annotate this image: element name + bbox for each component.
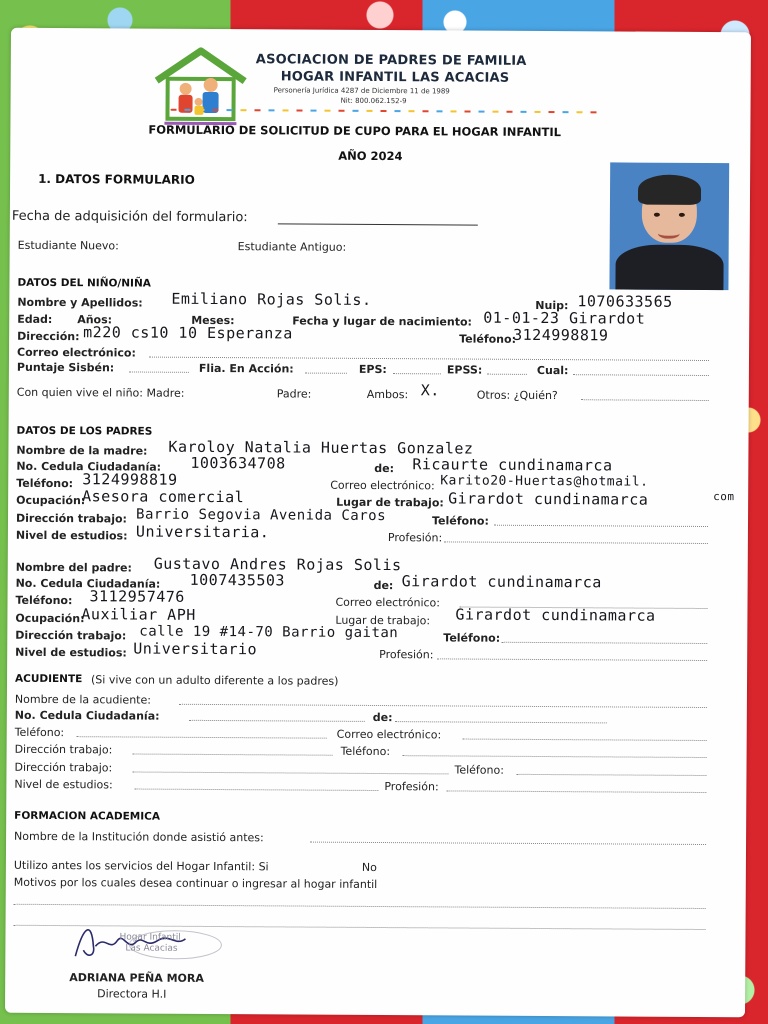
padre-cedula-value[interactable]: 1007435503: [189, 570, 286, 590]
madre-lugar-value[interactable]: Girardot cundinamarca: [448, 489, 649, 509]
nino-nombre-value[interactable]: Emiliano Rojas Solis.: [171, 289, 372, 309]
acudiente-dir2-label: Dirección trabajo:: [14, 760, 113, 775]
form-year: AÑO 2024: [338, 148, 403, 164]
epss-label: EPSS:: [446, 363, 483, 377]
acudiente-tel3-field[interactable]: [516, 774, 706, 776]
direccion-label: Dirección:: [17, 329, 80, 344]
anos-label: Años:: [77, 313, 113, 327]
stamp-line2: Las Acacias: [125, 943, 178, 954]
madre-cedula-label: No. Cedula Ciudadanía:: [16, 459, 162, 474]
madre-nombre-value[interactable]: Karoloy Natalia Huertas Gonzalez: [168, 437, 474, 458]
sisben-field[interactable]: [129, 371, 189, 372]
nino-telefono-label: Teléfono:: [459, 332, 517, 346]
padre-telefono-value[interactable]: 3112957476: [89, 587, 185, 606]
acudiente-correo-field[interactable]: [463, 739, 707, 741]
acudiente-nombre-field[interactable]: [179, 704, 707, 708]
signer-name: ADRIANA PEÑA MORA: [69, 971, 204, 985]
acudiente-tel2-label: Teléfono:: [340, 744, 391, 759]
estudiante-antiguo-label: Estudiante Antiguo:: [237, 240, 347, 254]
padre-nivel-value[interactable]: Universitario: [133, 639, 258, 659]
vive-con-label: Con quien vive el niño: Madre:: [16, 385, 185, 400]
vive-ambos-label: Ambos:: [366, 387, 409, 402]
padre-tel-trabajo-field[interactable]: [501, 642, 707, 644]
meses-label: Meses:: [191, 313, 235, 328]
acudiente-nombre-label: Nombre de la acudiente:: [14, 692, 152, 707]
vive-ambos-value[interactable]: X.: [420, 381, 440, 400]
eps-field[interactable]: [393, 373, 441, 374]
acudiente-telefono-label: Teléfono:: [14, 725, 65, 740]
flia-accion-label: Flia. En Acción:: [198, 361, 294, 376]
nuip-label: Nuip:: [535, 298, 569, 313]
acudiente-dir1-field[interactable]: [133, 754, 333, 756]
sisben-label: Puntaje Sisbén:: [16, 360, 115, 375]
cual-label: Cual:: [536, 363, 569, 378]
nuip-value[interactable]: 1070633565: [577, 292, 673, 311]
padre-profesion-field[interactable]: [437, 658, 707, 661]
institucion-field[interactable]: [310, 842, 706, 845]
section-acudiente: ACUDIENTE: [15, 672, 83, 686]
motivos-field-1[interactable]: [14, 904, 706, 909]
acudiente-profesion-label: Profesión:: [384, 780, 439, 794]
acudiente-telefono-field[interactable]: [77, 736, 327, 739]
madre-dir-trabajo-label: Dirección trabajo:: [15, 511, 128, 526]
estudiante-nuevo-label: Estudiante Nuevo:: [17, 238, 119, 253]
nino-correo-field[interactable]: [149, 357, 709, 361]
acudiente-tel2-field[interactable]: [403, 755, 707, 758]
nino-correo-label: Correo electrónico:: [16, 345, 136, 360]
padre-correo-label: Correo electrónico:: [335, 595, 441, 610]
edad-label: Edad:: [17, 312, 53, 327]
padre-lugar-value[interactable]: Girardot cundinamarca: [455, 605, 656, 625]
section-formacion-academica: FORMACION ACADEMICA: [14, 809, 161, 823]
section-datos-nino: DATOS DEL NIÑO/NIÑA: [17, 276, 151, 290]
fecha-adquisicion-field[interactable]: [278, 223, 478, 225]
child-photo: [609, 162, 729, 290]
padre-de-value[interactable]: Girardot cundinamarca: [401, 572, 602, 592]
form-sheet: [5, 28, 751, 1018]
signer-role: Directora H.I: [97, 987, 167, 1001]
utilizo-no-label: No: [361, 860, 377, 874]
madre-telefono-label: Teléfono:: [16, 476, 74, 491]
madre-correo-value[interactable]: Karito20-Huertas@hotmail.: [440, 473, 649, 490]
acudiente-nivel-field[interactable]: [134, 789, 378, 791]
madre-nivel-label: Nivel de estudios:: [15, 528, 128, 543]
madre-tel-trabajo-label: Teléfono:: [431, 514, 489, 528]
madre-ocupacion-label: Ocupación:: [16, 493, 86, 508]
padre-ocupacion-value[interactable]: Auxiliar APH: [81, 605, 196, 624]
org-name-line2: HOGAR INFANTIL LAS ACACIAS: [280, 69, 510, 86]
padre-nombre-value[interactable]: Gustavo Andres Rojas Solis: [153, 554, 402, 575]
flia-accion-field[interactable]: [305, 373, 347, 374]
acudiente-dir1-label: Dirección trabajo:: [14, 742, 113, 757]
stamp-line1: Hogar Infantil: [119, 932, 181, 943]
padre-dir-trabajo-value[interactable]: calle 19 #14-70 Barrio gaitan: [139, 623, 399, 642]
direccion-value[interactable]: m220 cs10 10 Esperanza: [83, 323, 293, 343]
house-family-logo-icon: [150, 47, 250, 130]
epss-field[interactable]: [487, 374, 527, 375]
vive-otros-label: Otros: ¿Quién?: [476, 388, 558, 403]
acudiente-profesion-field[interactable]: [446, 790, 706, 793]
nino-telefono-value[interactable]: 3124998819: [513, 325, 609, 345]
padre-nivel-label: Nivel de estudios:: [15, 645, 127, 660]
padre-de-label: de:: [373, 578, 394, 593]
cual-field[interactable]: [573, 374, 709, 376]
madre-de-value[interactable]: Ricaurte cundinamarca: [412, 455, 613, 475]
madre-correo-value-cont: com: [713, 490, 735, 504]
madre-telefono-value[interactable]: 3124998819: [82, 470, 178, 489]
madre-correo-label: Correo electrónico:: [330, 478, 435, 493]
acudiente-tel3-label: Teléfono:: [454, 763, 504, 777]
madre-nivel-value[interactable]: Universitaria.: [135, 522, 270, 542]
acudiente-dir2-field[interactable]: [132, 772, 448, 775]
acudiente-cedula-field[interactable]: [189, 720, 365, 722]
acudiente-note: (Si vive con un adulto diferente a los padres): [90, 673, 339, 688]
madre-cedula-value[interactable]: 1003634708: [190, 453, 286, 473]
utilizo-servicios-label: Utilizo antes los servicios del Hogar Infantil: Si: [13, 858, 269, 874]
madre-tel-trabajo-field[interactable]: [494, 525, 708, 527]
motivos-label: Motivos por los cuales desea continuar o ingresar al hogar infantil: [13, 875, 378, 892]
fecha-adquisicion-label: Fecha de adquisición del formulario:: [11, 208, 248, 226]
fecha-nacimiento-value[interactable]: 01-01-23 Girardot: [483, 308, 646, 328]
madre-de-label: de:: [374, 461, 395, 476]
vive-otros-field[interactable]: [581, 399, 709, 401]
eps-label: EPS:: [358, 362, 387, 377]
fecha-nacimiento-label: Fecha y lugar de nacimiento:: [292, 314, 473, 329]
madre-nombre-label: Nombre de la madre:: [16, 443, 148, 458]
form-title: FORMULARIO DE SOLICITUD DE CUPO PARA EL HOGAR INFANTIL: [148, 122, 561, 140]
acudiente-correo-label: Correo electrónico:: [336, 727, 442, 742]
padre-telefono-label: Teléfono:: [15, 593, 73, 608]
madre-lugar-label: Lugar de trabajo:: [336, 495, 444, 510]
padre-profesion-label: Profesión:: [379, 648, 434, 662]
madre-dir-trabajo-value[interactable]: Barrio Segovia Avenida Caros: [135, 506, 387, 525]
vive-padre-label: Padre:: [276, 387, 312, 401]
section-datos-formulario: 1. DATOS FORMULARIO: [38, 171, 195, 187]
acudiente-de-field[interactable]: [395, 721, 607, 723]
madre-profesion-field[interactable]: [444, 541, 708, 544]
padre-tel-trabajo-label: Teléfono:: [443, 631, 501, 645]
nit-number: Nit: 800.062.152-9: [340, 96, 407, 106]
madre-ocupacion-value[interactable]: Asesora comercial: [82, 487, 245, 507]
legal-registration: Personería Jurídica 4287 de Diciembre 11 de 1989: [273, 86, 450, 96]
nino-nombre-label: Nombre y Apellidos:: [17, 295, 143, 310]
section-datos-padres: DATOS DE LOS PADRES: [16, 424, 153, 438]
madre-profesion-label: Profesión:: [387, 531, 443, 545]
acudiente-de-label: de:: [372, 710, 393, 725]
padre-dir-trabajo-label: Dirección trabajo:: [15, 628, 127, 643]
padre-ocupacion-label: Ocupación:: [15, 611, 85, 626]
padre-nombre-label: Nombre del padre:: [15, 560, 132, 575]
acudiente-nivel-label: Nivel de estudios:: [14, 777, 113, 792]
institucion-label: Nombre de la Institución donde asistió antes:: [14, 829, 264, 845]
padre-lugar-label: Lugar de trabajo:: [335, 613, 431, 628]
acudiente-cedula-label: No. Cedula Ciudadanía:: [14, 708, 160, 723]
padre-cedula-label: No. Cedula Ciudadanía:: [15, 576, 161, 591]
org-name-line1: ASOCIACION DE PADRES DE FAMILIA: [255, 52, 527, 69]
